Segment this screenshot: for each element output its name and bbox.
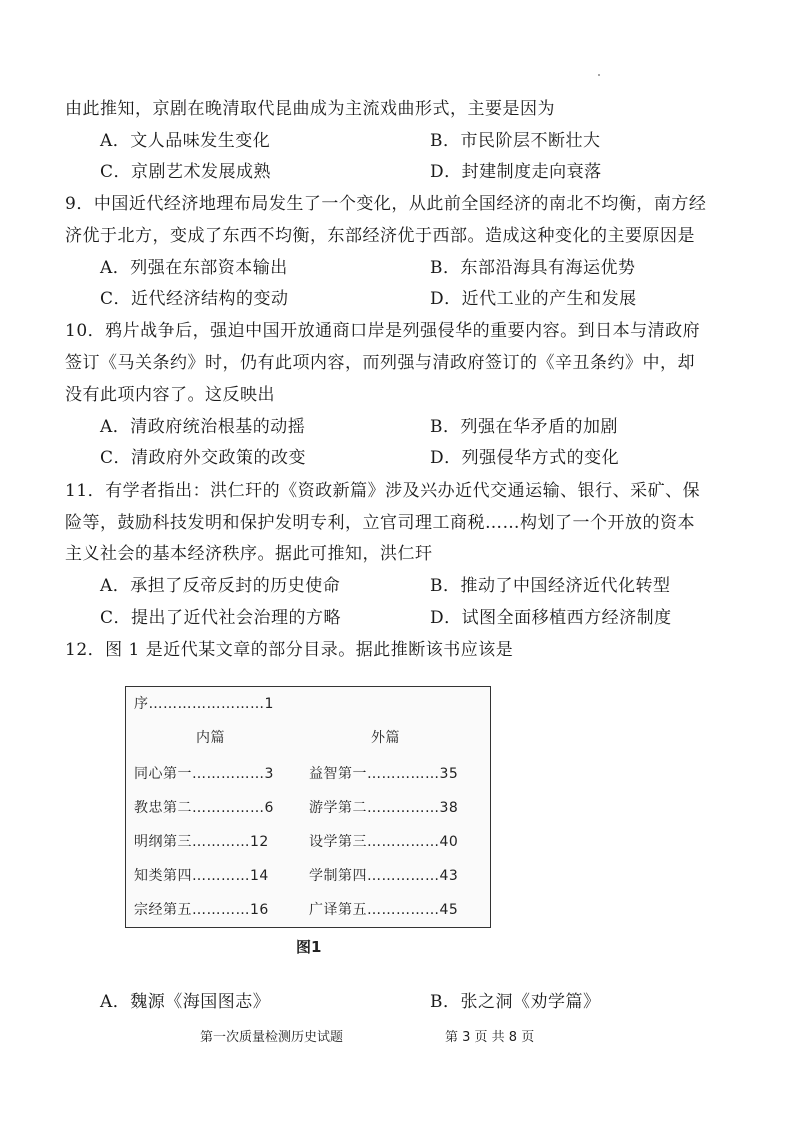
q10-stem-line1: 10．鸦片战争后，强迫中国开放通商口岸是列强侵华的重要内容。到日本与清政府 bbox=[65, 321, 701, 341]
q8-option-d: D．封建制度走向衰落 bbox=[430, 162, 602, 182]
q10-option-a: A．清政府统治根基的动摇 bbox=[100, 417, 306, 437]
toc-outer-entry: 益智第一……………35 bbox=[309, 766, 459, 782]
q9-option-c: C．近代经济结构的变动 bbox=[100, 289, 289, 309]
q11-stem-line3: 主义社会的基本经济秩序。据此可推知，洪仁玕 bbox=[65, 544, 433, 564]
q9-option-b: B．东部沿海具有海运优势 bbox=[430, 258, 636, 278]
figure-caption: 图1 bbox=[296, 938, 322, 956]
toc-outer-entry: 学制第四……………43 bbox=[309, 868, 459, 884]
toc-preface: 序……………………1 bbox=[134, 696, 274, 712]
q12-option-a: A．魏源《海国图志》 bbox=[100, 992, 271, 1012]
toc-inner-entry: 同心第一……………3 bbox=[134, 766, 274, 782]
q11-option-d: D．试图全面移植西方经济制度 bbox=[430, 608, 672, 628]
q10-stem-line3: 没有此项内容了。这反映出 bbox=[65, 385, 275, 405]
q11-option-c: C．提出了近代社会治理的方略 bbox=[100, 608, 342, 628]
toc-outer-header: 外篇 bbox=[371, 730, 400, 746]
q8-option-b: B．市民阶层不断壮大 bbox=[430, 131, 601, 151]
q10-option-c: C．清政府外交政策的改变 bbox=[100, 448, 307, 468]
q10-option-d: D．列强侵华方式的变化 bbox=[430, 448, 620, 468]
toc-inner-entry: 宗经第五…………16 bbox=[134, 902, 269, 918]
toc-figure bbox=[125, 686, 491, 928]
q8-option-a: A．文人品味发生变化 bbox=[100, 131, 271, 151]
toc-inner-entry: 知类第四…………14 bbox=[134, 868, 269, 884]
toc-outer-entry: 广译第五……………45 bbox=[309, 902, 459, 918]
q10-stem-line2: 签订《马关条约》时，仍有此项内容，而列强与清政府签订的《辛丑条约》中，却 bbox=[65, 353, 695, 373]
q10-option-b: B．列强在华矛盾的加剧 bbox=[430, 417, 618, 437]
toc-outer-entry: 游学第二……………38 bbox=[309, 800, 459, 816]
q8-stem: 由此推知，京剧在晚清取代昆曲成为主流戏曲形式，主要是因为 bbox=[65, 99, 555, 119]
toc-inner-entry: 教忠第二……………6 bbox=[134, 800, 274, 816]
q11-stem-line2: 险等，鼓励科技发明和保护发明专利，立官司理工商税……构划了一个开放的资本 bbox=[65, 513, 695, 533]
q8-option-c: C．京剧艺术发展成熟 bbox=[100, 162, 272, 182]
footer-page-number: 第 3 页 共 8 页 bbox=[445, 1030, 535, 1045]
scan-speck bbox=[598, 74, 600, 76]
q9-stem-line1: 9．中国近代经济地理布局发生了一个变化，从此前全国经济的南北不均衡，南方经 bbox=[65, 194, 707, 214]
q11-option-a: A．承担了反帝反封的历史使命 bbox=[100, 576, 341, 596]
q12-option-b: B．张之洞《劝学篇》 bbox=[430, 992, 601, 1012]
q11-stem-line1: 11．有学者指出：洪仁玕的《资政新篇》涉及兴办近代交通运输、银行、采矿、保 bbox=[65, 481, 701, 501]
toc-outer-entry: 设学第三……………40 bbox=[309, 834, 459, 850]
q9-option-a: A．列强在东部资本输出 bbox=[100, 258, 288, 278]
q11-option-b: B．推动了中国经济近代化转型 bbox=[430, 576, 671, 596]
toc-inner-entry: 明纲第三…………12 bbox=[134, 834, 269, 850]
q9-stem-line2: 济优于北方，变成了东西不均衡，东部经济优于西部。造成这种变化的主要原因是 bbox=[65, 226, 695, 246]
q9-option-d: D．近代工业的产生和发展 bbox=[430, 289, 637, 309]
q12-stem: 12．图 1 是近代某文章的部分目录。据此推断该书应该是 bbox=[65, 640, 514, 660]
footer-exam-title: 第一次质量检测历史试题 bbox=[200, 1030, 344, 1045]
toc-inner-header: 内篇 bbox=[196, 730, 225, 746]
